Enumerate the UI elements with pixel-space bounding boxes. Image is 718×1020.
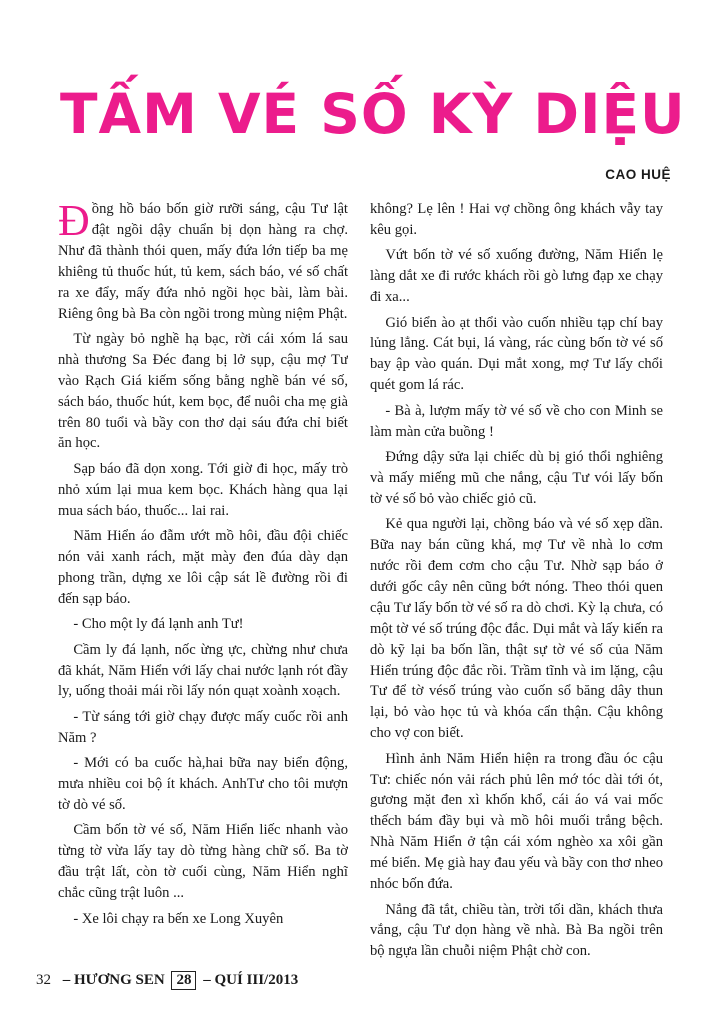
paragraph: Đứng dậy sửa lại chiếc dù bị gió thổi nghiêng và mấy miếng mũ che nắng, cậu Tư vói lấy bốn tờ vé số bỏ vào chiếc giỏ cũ.	[370, 448, 663, 507]
paragraph: Hình ảnh Năm Hiển hiện ra trong đầu óc cậu Tư: chiếc nón vải rách phủ lên mớ tóc dài tới ót, gương mặt đen xì khốn khổ, cái áo vá vai mốc thếch bám đầy bụi và mồ hôi muối trắng bệch. Nhà Năm Hiển ở tận cái xóm nghèo xa xôi gần mé biển. Mẹ già hay đau yếu và bầy con thơ nheo nhóc bốn đứa.	[370, 750, 663, 893]
paragraph: Kẻ qua người lại, chồng báo và vé số xẹp dần. Bữa nay bán cũng khá, mợ Tư về nhà lo cơm nước rồi đem cơm cho cậu Tư. Nhờ sạp báo ở dưới gốc cây nên cũng bớt nóng. Theo thói quen cậu Tư lấy bốn tờ vé số ra dò chơi. Kỳ lạ chưa, có một tờ vé số trúng độc đắc. Dụi mắt và lấy kiến ra dò kỹ lại ba bốn lần, thật sự tờ vé số của Năm Hiển trúng độc đắc rồi. Trầm tĩnh và im lặng, cậu Tư để tờ vésố trúng vào cuốn sổ băng dây thun lại, bỏ vào học tủ và khóa cẩn thận. Cậu không cho vợ con biết.	[370, 516, 663, 742]
paragraph: - Xe lôi chạy ra bến xe Long Xuyên	[73, 910, 284, 927]
article-title: TẤM VÉ SỐ KỲ DIỆU	[60, 82, 686, 146]
paragraph: Vứt bốn tờ vé số xuống đường, Năm Hiển lẹ làng dắt xe đi rước khách rồi gò lưng đạp xe chạy đi xa...	[370, 247, 663, 306]
right-column	[370, 199, 663, 969]
author-byline: CAO HUỆ	[605, 167, 671, 182]
paragraph: Năm Hiển áo đẫm ướt mồ hôi, đầu đội chiếc nón vải xanh rách, mặt mày đen đúa dày dạn phong trần, dựng xe lôi cập sát lề đường rồi đi đến sạp báo.	[58, 528, 348, 607]
continuation-paragraph: không? Lẹ lên ! Hai vợ chồng ông khách vẫy tay kêu gọi.	[370, 201, 663, 238]
paragraph: Nắng đã tắt, chiều tàn, trời tối dần, khách thưa vắng, cậu Tư dọn hàng về nhà. Bà Ba ngồi trên bộ ngựa lần chuỗi niệm Phật chờ con.	[370, 901, 663, 960]
paragraph: - Bà à, lượm mấy tờ vé số về cho con Minh se làm màn cửa buồng !	[370, 402, 663, 440]
issue-period: – QUÍ III/2013	[203, 972, 299, 988]
paragraph: Cầm ly đá lạnh, nốc ừng ực, chừng như chưa đã khát, Năm Hiển với lấy chai nước lạnh rót đầy ly, uống thoải mái rồi lấy nón quạt xoành xoạch.	[58, 641, 348, 700]
first-paragraph-text: ồng hồ báo bốn giờ rưỡi sáng, cậu Tư lật đật ngồi dậy chuẩn bị dọn hàng ra chợ. Như đã thành thói quen, mấy đứa lớn tiếp ba mẹ khiêng tủ thuốc hút, tủ kem, sách báo, vé số chất ra xe đẩy, mấy đứa nhỏ ngồi học bài, làm bài. Riêng ông bà Ba còn ngồi trong mùng niệm Phật.	[58, 201, 348, 322]
page-footer	[36, 969, 298, 991]
paragraph: Sạp báo đã dọn xong. Tới giờ đi học, mấy trò nhỏ xúm lại mua kem bọc. Khách hàng qua lại mua sách báo, thuốc... lai rai.	[58, 460, 348, 519]
paragraph: Gió biển ào ạt thổi vào cuốn nhiều tạp chí bay lủng lẳng. Cát bụi, lá vàng, rác cùng bốn tờ vé số bay ập vào quán. Dụi mắt xong, mợ Tư lấy chổi quét gom lá rác.	[370, 314, 663, 394]
magazine-name: – HƯƠNG SEN	[62, 972, 165, 988]
paragraph: - Mới có ba cuốc hà,hai bữa nay biển động, mưa nhiều coi bộ ít khách. AnhTư cho tôi mượn tờ dò vé số.	[58, 755, 348, 813]
left-column	[58, 199, 348, 969]
first-paragraph	[58, 199, 348, 324]
paragraph: - Cho một ly đá lạnh anh Tư!	[73, 616, 244, 633]
paragraph: Cầm bốn tờ vé số, Năm Hiển liếc nhanh vào từng tờ vừa lấy tay dò từng hàng chữ số. Ba tờ đầu trật lất, còn tờ cuối cùng, Năm Hiển nghĩ chắc cũng trật luôn ...	[58, 822, 348, 902]
issue-number-box: 28	[171, 971, 196, 990]
paragraph: Từ ngày bỏ nghề hạ bạc, rời cái xóm lá sau nhà thương Sa Đéc đang bị lở sụp, cậu mợ Tư vào Rạch Giá kiếm sống bằng nghề bán vé số, sách báo, thuốc hút, kem bọc, để nuôi cha mẹ già trên 80 tuổi và bầy con thơ dại sáu đứa chỉ biết ăn học.	[58, 330, 348, 452]
paragraph: - Từ sáng tới giờ chạy được mấy cuốc rồi anh Năm ?	[58, 708, 348, 746]
page-number: 32	[36, 972, 51, 988]
drop-cap: Đ	[58, 199, 90, 245]
